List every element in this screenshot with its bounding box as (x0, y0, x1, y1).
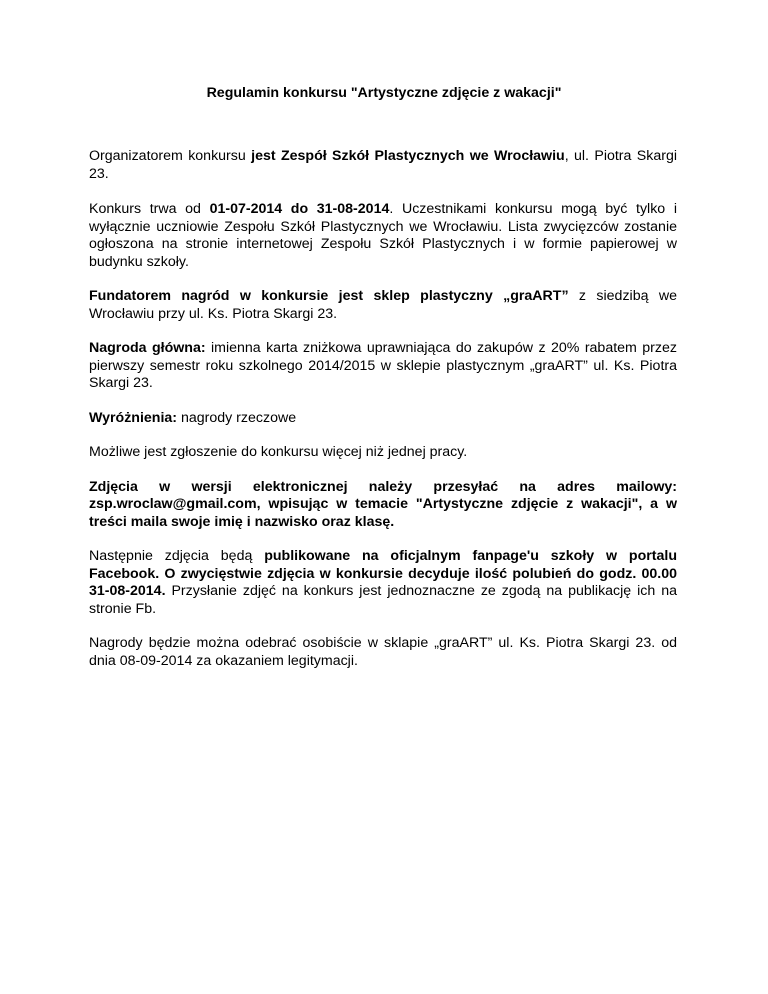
text-run: z siedzibą we Wrocławiu przy ul. Ks. Piotra Skargi 23. (89, 288, 678, 322)
text-run: , ul. Piotra Skargi 23. (89, 148, 677, 182)
text-run-bold: Nagroda główna: (89, 340, 206, 356)
text-run-bold: Wyróżnienia: (89, 409, 178, 426)
text-run: Konkurs trwa od (89, 201, 210, 217)
text-run-bold: Zdjęcia w wersji elektronicznej należy przesyłać na adres mailowy: zsp.wroclaw@gmail.com, wpisując w temacie "Artystyczne zdjęcie z wakacji", a w treści maila swoje imię i nazwisko oraz klasę. (89, 478, 677, 530)
text-run: Przysłanie zdjęć na konkurs jest jednoznaczne ze zgodą na publikację ich na stronie Fb. (89, 583, 677, 617)
text-run-bold: jest Zespół Szkół Plastycznych we Wrocławiu (251, 148, 565, 164)
document-title: Regulamin konkursu "Artystyczne zdjęcie z wakacji" (206, 85, 562, 101)
text-run: . Uczestnikami konkursu mogą być tylko i wyłącznie uczniowie Zespołu Szkół Plastycznych we Wrocławiu. Lista zwycięzców zostanie ogłoszona na stronie internetowej Zespołu Szkół Plastycznych i w formie papierowej w budynku szkoły. (89, 201, 677, 270)
paragraph-publication (89, 548, 677, 618)
text-run: imienna karta zniżkowa uprawniająca do zakupów z 20% rabatem przez pierwszy semestr roku szkolnego 2014/2015 w sklepie plastycznym „graART” ul. Ks. Piotra Skargi 23. (89, 340, 677, 391)
text-run-bold: 01-07-2014 do 31-08-2014 (209, 201, 390, 217)
paragraph-prize-pickup (89, 635, 677, 670)
paragraph-main-prize (89, 340, 677, 393)
paragraph-organizer (89, 148, 677, 183)
paragraph-multiple-entries (89, 444, 677, 462)
paragraph-submission (89, 479, 677, 532)
paragraph-duration (89, 201, 677, 271)
text-run-bold: Fundatorem nagród w konkursie jest sklep plastyczny „graART” (89, 288, 569, 304)
text-run: Nagrody będzie można odebrać osobiście w sklapie „graART” ul. Ks. Piotra Skargi 23. od dnia 08-09-2014 za okazaniem legitymacji. (89, 635, 677, 669)
paragraph-honorable-mentions (89, 410, 677, 428)
text-run: Organizatorem konkursu (89, 148, 252, 164)
text-run: Możliwe jest zgłoszenie do konkursu więcej niż jednej pracy. (89, 444, 468, 460)
document-body (89, 148, 677, 687)
text-run: Następnie zdjęcia będą (89, 548, 265, 564)
text-run-bold: publikowane na oficjalnym fanpage'u szkoły w portalu Facebook. O zwycięstwie zdjęcia w konkursie decyduje ilość polubień do godz. 00.00 31-08-2014. (89, 548, 677, 599)
paragraph-sponsor (89, 288, 677, 323)
text-run: nagrody rzeczowe (177, 409, 297, 426)
